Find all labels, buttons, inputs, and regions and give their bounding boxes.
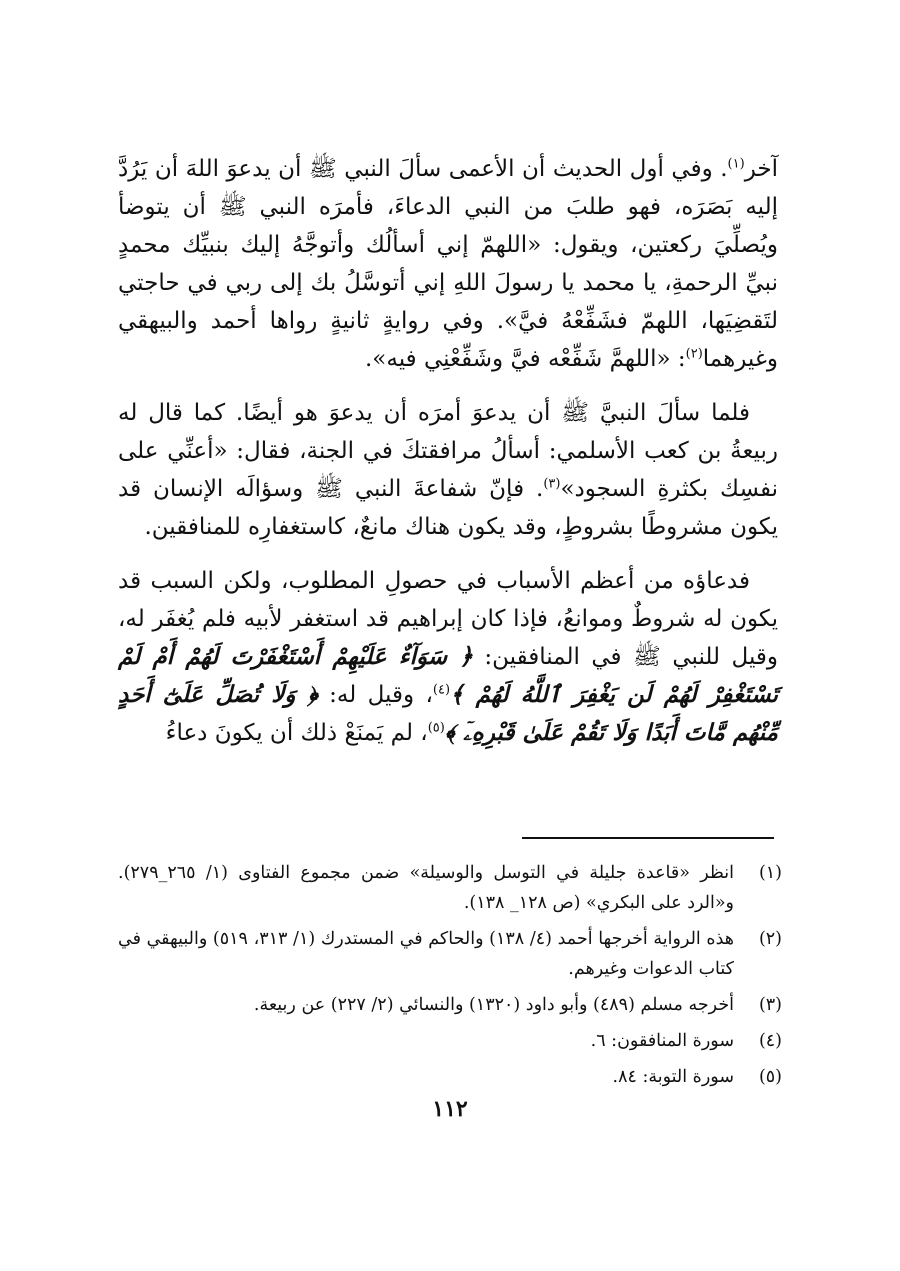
paragraph-text: فدعاؤه من أعظم الأسباب في حصولِ المطلوب، ولكن السبب قد يكون له شروطٌ وموانعُ، فإذا كان إبراهيم قد استغفر لأبيه فلم يُغفَر له، وقيل للنبي ﷺ في المنافقين:: [118, 568, 779, 670]
paragraph-text: . وفي أول الحديث أن الأعمى سألَ النبي ﷺ أن يدعوَ اللهَ أن يَرُدَّ إليه بَصَرَه، فهو طلبَ من النبي الدعاءَ، فأمرَه النبي ﷺ أن يتوضأ ويُصلِّيَ ركعتين، ويقول: «اللهمّ إني أسألُك وأتوجَّهُ إليك بنبيِّك محمدٍ نبيِّ الرحمةِ، يا محمد يا رسولَ اللهِ إني أتوسَّلُ بك إلى ربي في حاجتي لتَقضِيَها، اللهمّ فشَفِّعْهُ فيَّ». وفي روايةٍ ثانيةٍ رواها أحمد والبيهقي وغيرهما: [118, 156, 778, 372]
paragraph-text: ، وقيل له:: [317, 682, 433, 708]
footnote-text: أخرجه مسلم (٤٨٩) وأبو داود (١٣٢٠) والنسائي (٢/ ٢٢٧) عن ربيعة.: [253, 995, 734, 1015]
footnote-number: (٣): [758, 995, 782, 1015]
main-text-body: [118, 150, 778, 768]
footnote-separator: [522, 837, 774, 839]
footnote-text: هذه الرواية أخرجها أحمد (٤/ ١٣٨) والحاكم في المستدرك (١/ ٣١٣، ٥١٩) والبيهقي في كتاب الدعوات وغيرهم.: [118, 929, 734, 979]
footnote-1: [118, 858, 782, 918]
footnote-reference: (٤): [432, 682, 451, 698]
paragraph-text: : «اللهمَّ شَفِّعْه فيَّ وشَفِّعْنِي فيه».: [364, 346, 686, 372]
footnote-reference: (٥): [427, 720, 445, 736]
footnote-4: [118, 1026, 782, 1056]
footnote-5: [118, 1062, 782, 1092]
footnote-text: سورة التوبة: ٨٤.: [612, 1067, 734, 1087]
footnote-text: انظر «قاعدة جليلة في التوسل والوسيلة» ضمن مجموع الفتاوى (١/ ٢٦٥_٢٧٩). و«الرد على البكري» (ص ١٢٨_ ١٣٨).: [118, 863, 734, 913]
footnote-reference: (٢): [685, 346, 703, 362]
page-number: ١١٢: [432, 1096, 468, 1122]
paragraph-1: [118, 150, 778, 378]
footnote-3: [118, 990, 782, 1020]
footnotes-section: [118, 858, 782, 1098]
paragraph-3: [118, 562, 778, 752]
footnote-number: (٤): [758, 1031, 782, 1051]
footnote-2: [118, 924, 782, 984]
footnote-text: سورة المنافقون: ٦.: [590, 1031, 734, 1051]
paragraph-text: فلما سألَ النبيَّ ﷺ أن يدعوَ أمرَه أن يدعوَ هو أيضًا. كما قال له ربيعةُ بن كعب الأسلمي: أسألُ مرافقتكَ في الجنة، فقال: «أعنِّي على نفسِك بكثرةِ السجود»: [118, 400, 778, 502]
paragraph-2: [118, 394, 778, 546]
footnote-reference: (٣): [543, 476, 561, 492]
quran-quote: ﴿ وَلَا تُصَلِّ عَلَىٰٓ أَحَدٍ مِّنْهُم مَّاتَ أَبَدًا وَلَا تَقُمْ عَلَىٰ قَبْرِهِۦٓ ﴾: [118, 681, 778, 746]
quran-quote: ﴿ سَوَآءٌ عَلَيْهِمْ أَسْتَغْفَرْتَ لَهُمْ أَمْ لَمْ تَسْتَغْفِرْ لَهُمْ لَن يَغْفِرَ ٱللَّهُ لَهُمْ ﴾: [118, 643, 778, 708]
paragraph-text: ، لم يَمنَعْ ذلك أن يكونَ دعاءُ: [165, 720, 428, 746]
footnote-number: (٥): [758, 1067, 782, 1087]
footnote-number: (٢): [758, 929, 782, 949]
paragraph-text: آخر: [744, 156, 778, 182]
footnote-number: (١): [758, 863, 782, 883]
footnote-reference: (١): [727, 156, 745, 172]
paragraph-text: . فإنّ شفاعةَ النبي ﷺ وسؤالَه الإنسان قد يكون مشروطًا بشروطٍ، وقد يكون هناك مانعٌ، كاستغفارِه للمنافقين.: [118, 476, 778, 540]
